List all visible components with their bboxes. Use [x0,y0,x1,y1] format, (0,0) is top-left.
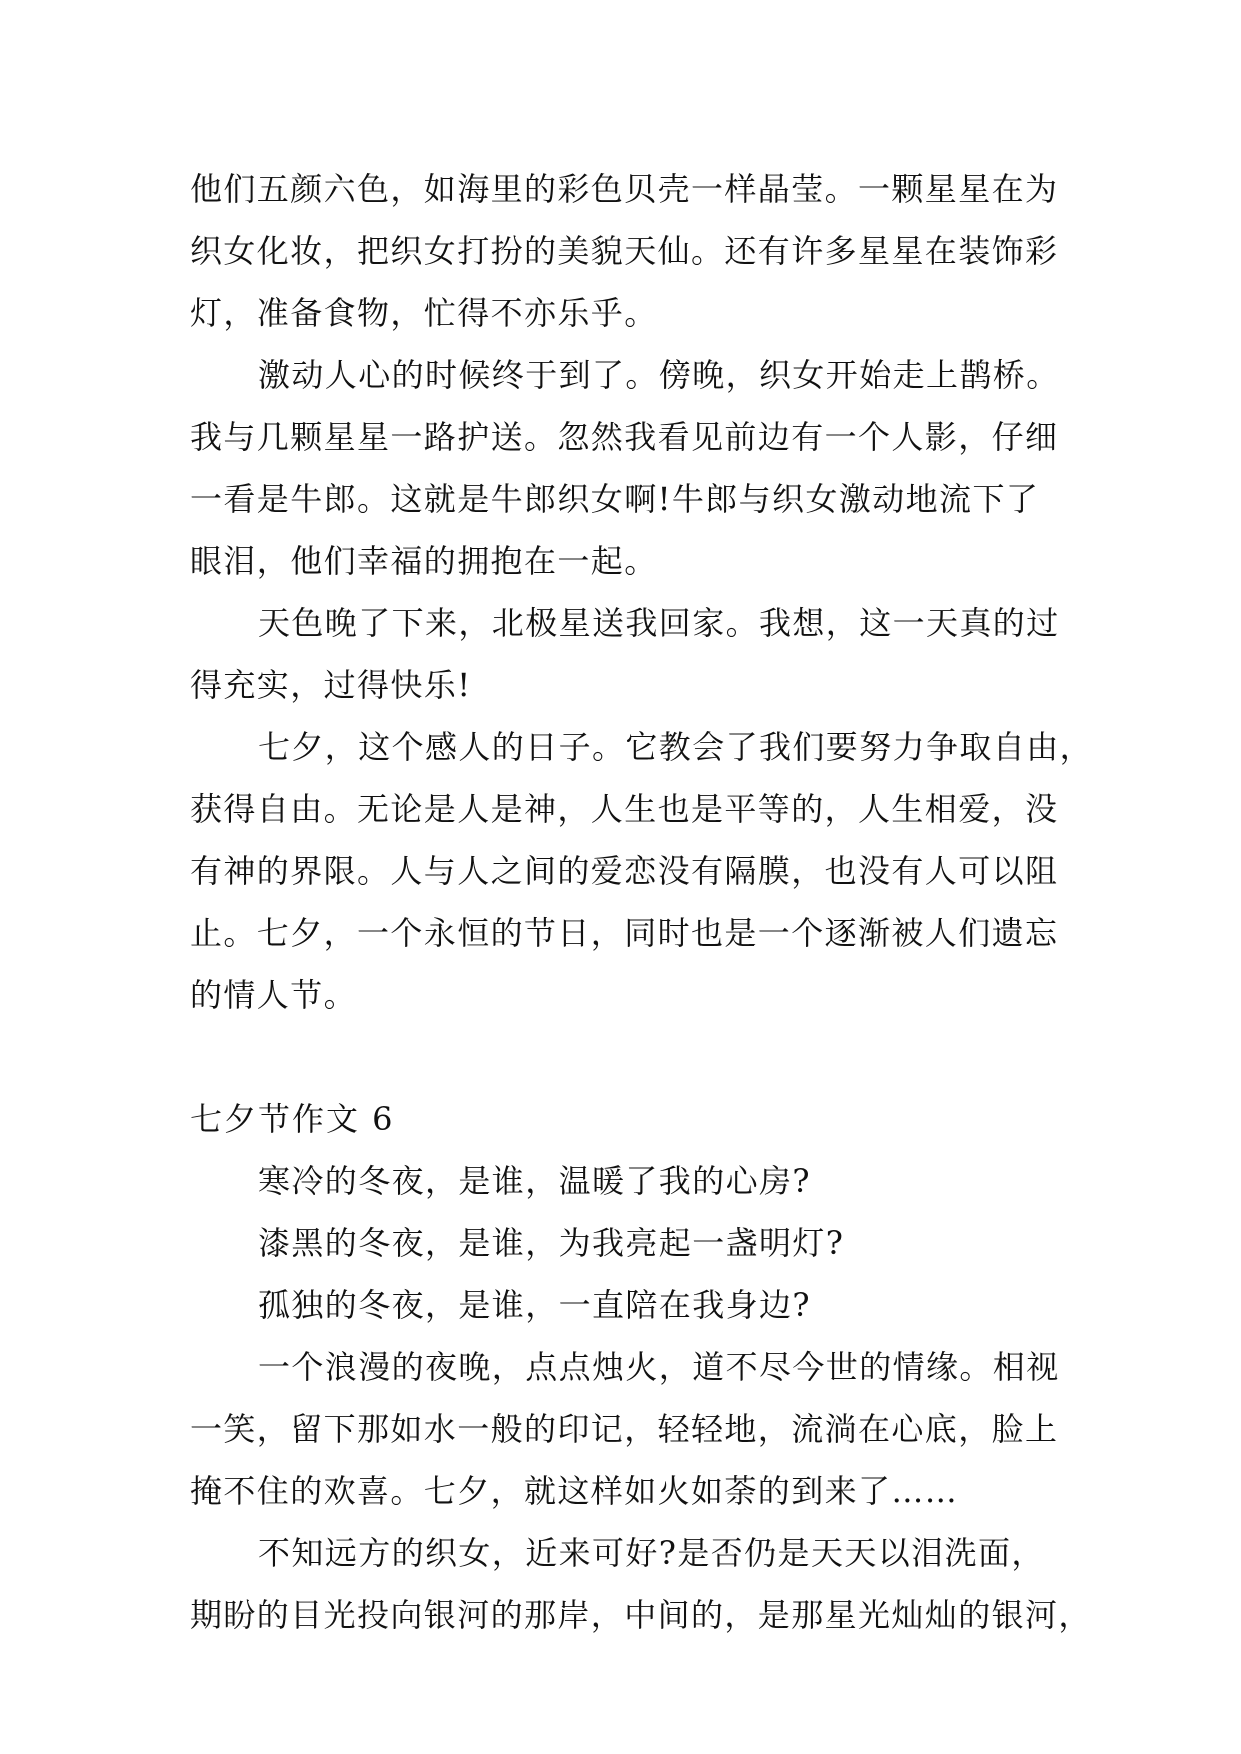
paragraph-start: 寒冷的冬夜，是谁，温暖了我的心房? [258,1162,811,1200]
text-line: 获得自由。无论是人是神，人生也是平等的，人生相爱，没 [190,790,1059,828]
paragraph-start: 漆黑的冬夜，是谁，为我亮起一盏明灯? [258,1224,845,1262]
text-line: 的情人节。 [190,976,358,1014]
text-line: 一看是牛郎。这就是牛郎织女啊!牛郎与织女激动地流下了 [190,480,1040,518]
section-heading: 七夕节作文 6 [190,1100,395,1138]
text-line: 他们五颜六色，如海里的彩色贝壳一样晶莹。一颗星星在为 [190,170,1059,208]
text-line: 期盼的目光投向银河的那岸，中间的，是那星光灿灿的银河， [190,1596,1092,1634]
paragraph-start: 七夕，这个感人的日子。它教会了我们要努力争取自由， [258,728,1094,766]
paragraph-start: 激动人心的时候终于到了。傍晚，织女开始走上鹊桥。 [258,356,1060,394]
text-line: 掩不住的欢喜。七夕，就这样如火如荼的到来了…… [190,1472,959,1510]
text-line: 有神的界限。人与人之间的爱恋没有隔膜，也没有人可以阻 [190,852,1059,890]
text-line: 灯，准备食物，忙得不亦乐乎。 [190,294,658,332]
paragraph-start: 一个浪漫的夜晚，点点烛火，道不尽今世的情缘。相视 [258,1348,1060,1386]
text-line: 得充实，过得快乐! [190,666,472,704]
paragraph-start: 天色晚了下来，北极星送我回家。我想，这一天真的过 [258,604,1060,642]
text-line: 一笑，留下那如水一般的印记，轻轻地，流淌在心底，脸上 [190,1410,1059,1448]
paragraph-start: 不知远方的织女，近来可好?是否仍是天天以泪洗面， [258,1534,1045,1572]
text-line: 眼泪，他们幸福的拥抱在一起。 [190,542,658,580]
essay-body [190,158,1094,1646]
text-line: 止。七夕，一个永恒的节日，同时也是一个逐渐被人们遗忘 [190,914,1059,952]
text-line: 我与几颗星星一路护送。忽然我看见前边有一个人影，仔细 [190,418,1059,456]
text-line: 织女化妆，把织女打扮的美貌天仙。还有许多星星在装饰彩 [190,232,1059,270]
paragraph-start: 孤独的冬夜，是谁，一直陪在我身边? [258,1286,811,1324]
